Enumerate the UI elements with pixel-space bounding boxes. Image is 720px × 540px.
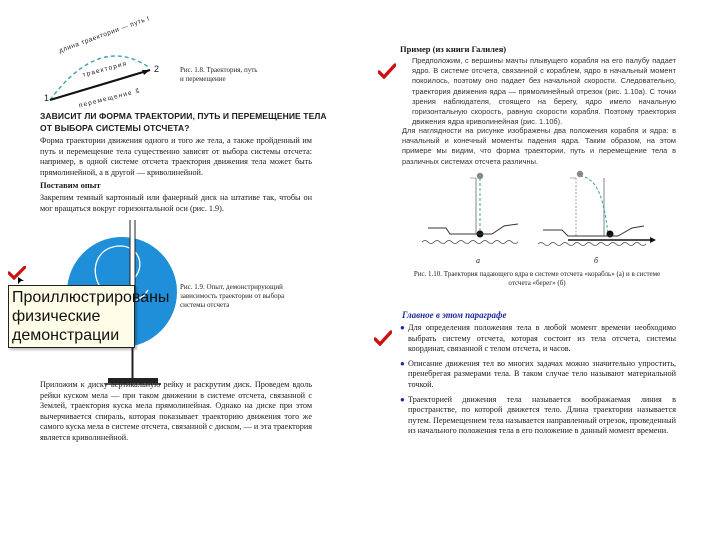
cursor-arrow-icon (18, 277, 24, 284)
bullet-icon: ● (400, 323, 405, 332)
summary-bullet-list (400, 323, 676, 441)
example-heading: Пример (из книги Галилея) (400, 44, 507, 54)
summary-title: Главное в этом параграфе (402, 310, 507, 320)
figure-1-10-label-a: а (476, 256, 480, 265)
experiment-heading: Поставим опыт (40, 180, 101, 190)
checkmark-icon (374, 330, 392, 346)
left-page (30, 15, 350, 458)
checkmark-icon (378, 63, 396, 79)
summary-bullet-item: ● Для определения положения тела в любой момент времени необходимо выбрать систему отсчета, которая состоит из тела отсчета, системы координат, связанной с телом отсчета, и часов. (400, 323, 676, 354)
summary-bullet-item: ● Траекторией движения тела называется воображаемая линия в пространстве, по которой движется тело. Длина траектории называется путем. Перемещением тела называется направленный отрезок, проведенный из начального положения тела в его положение в данный момент времени. (400, 394, 676, 436)
figure-1-8-point-start: 1 (44, 93, 50, 103)
tooltip-line-2: физические (12, 308, 101, 325)
section-heading: ЗАВИСИТ ЛИ ФОРМА ТРАЕКТОРИИ, ПУТЬ И ПЕРЕМЕЩЕНИЕ ТЕЛА ОТ ВЫБОРА СИСТЕМЫ ОТСЧЕТА? (40, 111, 327, 133)
right-page (398, 42, 694, 472)
tooltip-line-3: демонстрации (12, 327, 120, 344)
bullet-icon: ● (400, 394, 405, 404)
example-paragraph: Предположим, с вершины мачты плывущего корабля на его палубу падает ядро. В системе отсчета, связанной с кораблем, ядро в начальный момент покоилось, поэтому оно падает без начальной скорости. Следовательно, траектория движения ядра — прямолинейный отрезок (рис. 1.10а). С точки зрения наблюдателя, стоящего на берегу, ядро имело начальную горизонтальную скорость, равную скорости корабля. Поэтому траектория движения ядра криволинейная (рис. 1.10б). (412, 56, 676, 127)
bullet-icon: ● (400, 358, 405, 368)
summary-bullet-item: ● Описание движения тел во многих задачах можно значительно упростить, пренебрегая размерами тела. В таком случае тело называют материальной точкой. (400, 358, 676, 389)
figure-1-10-diagram (418, 170, 658, 250)
figure-1-10-caption: Рис. 1.10. Траектория падающего ядра в системе отсчета «корабль» (а) и в системе отсчета «берег» (б) (413, 270, 661, 287)
figure-1-8-label-trajectory: траектория (81, 60, 129, 79)
intro-paragraph: Форма траектории движения одного и того же тела, а также пройденный им путь и перемещение тела существенно зависят от выбора системы отсчета: например, в одной системе отсчета траектория движения тела может быть прямолинейной, а в другой — криволинейной. (40, 136, 312, 177)
experiment-paragraph: Закрепим темный картонный или фанерный диск на штативе так, чтобы он мог вращаться вокруг горизонтальной оси (рис. 1.9). (40, 193, 312, 213)
closing-paragraph: Приложим к диску вертикальную рейку и раскрутим диск. Проведем вдоль рейки куском мела — при таком движении в системе отсчета, связанной с Землей, траектория куска мела прямолинейная. Однако на диске при этом вычерчивается спираль, которая показывает траекторию движения того же самого куска мела в системе отсчета, связанной с диском, — и эта траектория является криволинейной. (40, 380, 312, 442)
figure-1-8-caption: Рис. 1.8. Траектория, путь и перемещение (180, 66, 258, 83)
figure-1-8-point-end: 2 (154, 64, 160, 74)
tooltip-line-1: Проиллюстрированы (12, 289, 170, 306)
annotation-tooltip (8, 285, 170, 348)
figure-1-10-label-b: б (594, 256, 599, 265)
figure-1-8-label-path: длина траектории — путь l (58, 15, 151, 55)
figure-1-8-label-displacement: перемещение s⃗ (78, 87, 142, 110)
figure-1-9-caption: Рис. 1.9. Опыт, демонстрирующий зависимость траектории от выбора системы отсчета (180, 283, 285, 309)
clarity-paragraph: Для наглядности на рисунке изображены два положения корабля и ядра: в начальный и конечный моменты падения ядра. Таким образом, на этом примере мы видим, что форма траектории, путь и перемещение тела в различных системах отсчета различны. (402, 126, 676, 166)
